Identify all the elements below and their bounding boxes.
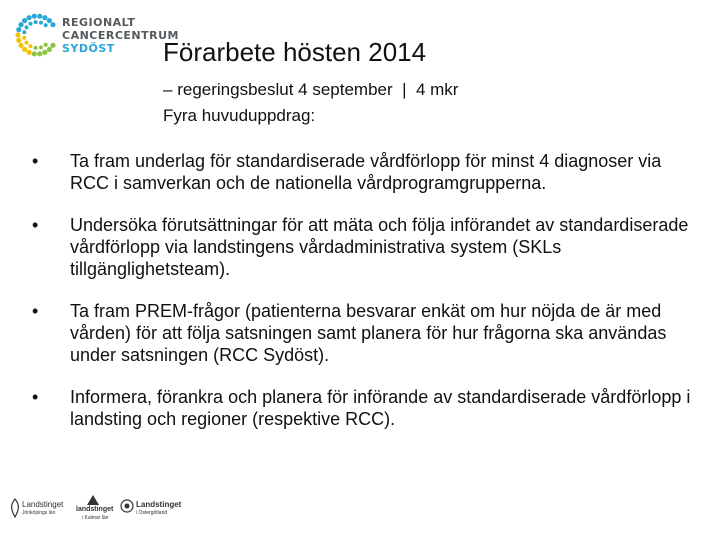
- logo1-sub: Jönköpings län: [22, 510, 56, 516]
- bullet-item: [30, 214, 700, 280]
- logo-ring-dot: [39, 45, 43, 49]
- logo-ring-dot: [37, 14, 42, 19]
- logo-ring-dot: [50, 43, 55, 48]
- landstinget-ostergotland-logo: [120, 494, 190, 522]
- logo1-name: Landstinget: [22, 500, 64, 509]
- bullet-item: [30, 300, 700, 366]
- landstinget-kalmar-icon: [86, 494, 100, 506]
- logo-ring-dot: [29, 22, 33, 26]
- logo-ring-dot: [32, 14, 37, 19]
- logo-ring-dot: [34, 20, 38, 24]
- logo-ring-dot: [37, 51, 42, 56]
- logo-ring-dot: [16, 27, 21, 32]
- logo-ring-dot: [16, 38, 21, 43]
- logo-ring-dot: [22, 18, 27, 23]
- logo-ring-dot: [29, 44, 33, 48]
- bullet-text: Informera, förankra och planera för införande av standardiserade vårdförlopp i landsting och regioner (respektive RCC).: [70, 387, 691, 429]
- logo-ring-dot: [44, 43, 48, 47]
- logo2-sub: i Kalmar län: [82, 515, 109, 521]
- logo-ring-dot: [22, 30, 26, 34]
- logo-ring-dot: [42, 15, 47, 20]
- logo-ring-dot: [42, 50, 47, 55]
- bullet-marker: •: [32, 387, 39, 407]
- logo-ring-dot: [25, 25, 29, 29]
- rcc-ring-icon: [14, 12, 60, 58]
- logo-ring-dot: [15, 32, 20, 37]
- subtitle-dash: –: [163, 80, 173, 99]
- logo-line-1: REGIONALT: [62, 16, 136, 29]
- logo-ring-dot: [25, 41, 29, 45]
- logo-ring-dot: [27, 50, 32, 55]
- logo-ring-dot: [27, 15, 32, 20]
- bullet-text: Ta fram PREM-frågor (patienterna besvarar enkät om hur nöjda de är med vården) för att följa satsningen samt planera för hur frågorna ska användas under satsningen (RCC Sydöst).: [70, 301, 667, 365]
- tasks-intro: Fyra huvuduppdrag:: [163, 106, 316, 125]
- bullet-text: Ta fram underlag för standardiserade vårdförlopp för minst 4 diagnoser via RCC i samverkan och de nationella vårdprogramgrupperna.: [70, 151, 662, 193]
- rcc-sydost-logo: [14, 12, 179, 62]
- bullet-item: [30, 386, 700, 430]
- logo-ring-dot: [22, 36, 26, 40]
- logo-ring-dot: [18, 43, 23, 48]
- bullet-marker: •: [32, 301, 39, 321]
- logo-ring-dot: [50, 22, 55, 27]
- landstinget-kalmar-logo: [76, 494, 116, 522]
- landstinget-jonkoping-icon: [8, 498, 22, 518]
- landstinget-jonkoping-logo: [8, 494, 70, 522]
- bullet-text: Undersöka förutsättningar för att mäta och följa införandet av standardiserade vårdförlopp via landstingens vårdadministrativa system (SKLs tillgänglighetsteam).: [70, 215, 689, 279]
- subtitle: [163, 80, 458, 100]
- logo3-sub: i Östergötland: [136, 510, 168, 516]
- bullet-list: [30, 150, 700, 450]
- logo2-name: landstinget: [76, 506, 114, 513]
- logo-line-2: CANCERCENTRUM: [62, 29, 179, 42]
- page-title: Förarbete hösten 2014: [163, 37, 427, 67]
- footer-logos: [8, 494, 198, 524]
- logo-ring-dot: [22, 47, 27, 52]
- logo-ring-dot: [32, 51, 37, 56]
- logo-ring-dot: [44, 23, 48, 27]
- logo-ring-dot: [47, 18, 52, 23]
- subtitle-text: regeringsbeslut 4 september | 4 mkr: [177, 80, 459, 99]
- logo-text: [62, 16, 179, 55]
- bullet-marker: •: [32, 215, 39, 235]
- landstinget-ostergotland-icon: [120, 498, 134, 514]
- logo-ring-dot: [18, 22, 23, 27]
- logo-ring-dot: [47, 47, 52, 52]
- logo-line-3: SYDÖST: [62, 42, 115, 55]
- logo-ring-dot: [34, 46, 38, 50]
- bullet-item: [30, 150, 700, 194]
- logo3-name: Landstinget: [136, 500, 182, 509]
- logo-ring-dot: [39, 21, 43, 25]
- bullet-marker: •: [32, 151, 39, 171]
